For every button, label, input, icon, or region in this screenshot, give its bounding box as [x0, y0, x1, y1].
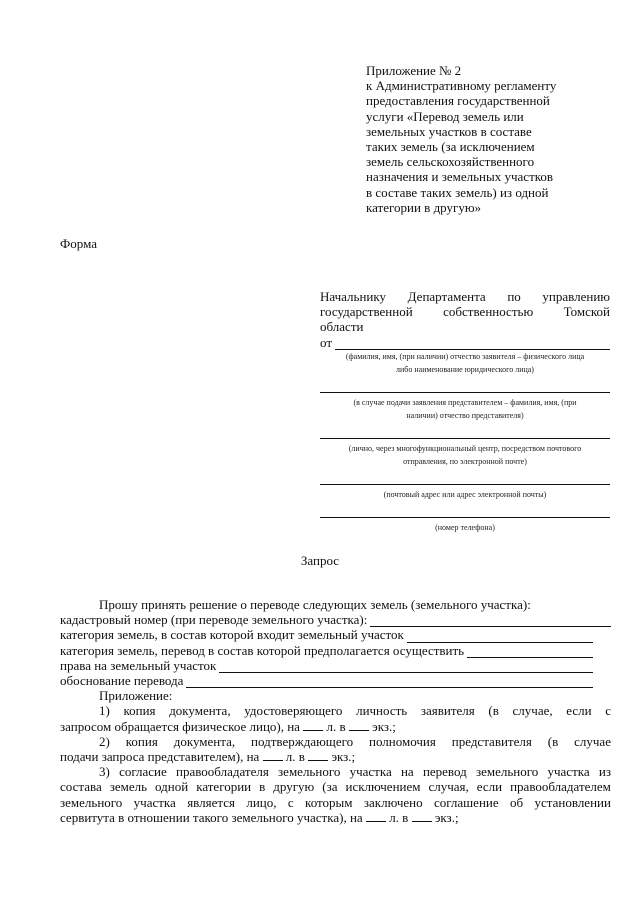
word: правообладателя [176, 764, 269, 780]
target-category-row [60, 643, 611, 658]
word: (в [488, 703, 499, 719]
item-3-line-1 [60, 764, 611, 779]
word: земельного [475, 764, 539, 780]
caption-applicant [320, 350, 610, 376]
word: участка [133, 794, 176, 810]
copies-blank[interactable] [349, 719, 369, 731]
caption-representative [320, 396, 610, 422]
word: если [566, 703, 592, 719]
word: копия [125, 733, 158, 749]
word: категории [196, 779, 252, 795]
annex-line: категории в другую» [366, 199, 482, 215]
word: случая, [428, 779, 469, 795]
item-3-text: сервитута в отношении такого земельного участка), на [60, 809, 363, 825]
addressee-block [320, 289, 610, 534]
phone-blank[interactable] [320, 501, 610, 518]
word: удостоверяющего [244, 703, 343, 719]
word: лицо, [246, 794, 277, 810]
word: если [476, 779, 503, 795]
word: заключено [363, 794, 423, 810]
word: подтверждающего [251, 733, 354, 749]
word: земельного [60, 794, 123, 810]
item-2-line-2 [60, 749, 611, 764]
word: с [287, 794, 294, 810]
word: земельного [278, 764, 341, 780]
word: Начальнику [320, 289, 387, 304]
caption-address [320, 488, 610, 501]
word: участка [547, 764, 590, 780]
item-1-line-2 [60, 719, 611, 734]
word: в [259, 779, 266, 795]
basis-row [60, 673, 611, 688]
annex-line: к Административному регламенту [366, 78, 557, 94]
rights-label: права на земельный участок [60, 657, 217, 673]
annex-header [366, 63, 606, 215]
cadastral-label: кадастровый номер (при переводе земельного участка): [60, 612, 368, 628]
copies-blank[interactable] [308, 749, 328, 761]
form-label: Форма [60, 236, 97, 251]
word: на [400, 764, 414, 780]
item-3-line-3 [60, 795, 611, 810]
word: документа, [169, 703, 231, 719]
pages-blank[interactable] [366, 810, 386, 822]
word: (в [547, 733, 559, 749]
word: по [507, 289, 521, 304]
item-2-text: подачи запроса представителем), на [60, 749, 260, 765]
word: представителя [451, 733, 532, 749]
word: из [598, 764, 611, 780]
caption-line: (номер телефона) [435, 522, 495, 532]
target-category-label: категория земель, перевод в состав которой предполагается осуществить [60, 642, 465, 658]
caption-line: (почтовый адрес или адрес электронной почты) [383, 489, 547, 499]
representative-blank[interactable] [320, 376, 610, 393]
word: правообладателем [510, 779, 611, 795]
caption-phone [320, 521, 610, 534]
rights-blank[interactable] [219, 661, 593, 673]
word: документа, [173, 733, 236, 749]
word: является [187, 794, 235, 810]
cadastral-blank[interactable] [370, 615, 611, 627]
pages-label: л. в [285, 749, 305, 765]
item-2-line-1 [60, 734, 611, 749]
annex-list-label: Приложение: [99, 688, 173, 704]
word: перевод [422, 764, 467, 780]
word: копия [123, 703, 156, 719]
word: об [510, 794, 524, 810]
target-category-blank[interactable] [467, 646, 593, 658]
word: установлении [534, 794, 611, 810]
addressee-line-1 [320, 289, 610, 304]
request-intro: Прошу принять решение о переводе следующих земель (земельного участка): [99, 597, 531, 612]
postal-address-blank[interactable] [320, 468, 610, 485]
pages-label: л. в [326, 718, 346, 734]
word: государственной [320, 304, 413, 320]
word: Департамента [407, 289, 486, 304]
caption-line: (фамилия, имя, (при наличии) отчество заявителя – физического лица [345, 351, 585, 361]
request-body [60, 597, 611, 825]
category-blank[interactable] [407, 631, 593, 643]
copies-label: экз.; [434, 809, 459, 825]
word: исключением [345, 779, 421, 795]
word: (за [322, 779, 338, 795]
caption-line: отправления, по электронной почте) [403, 456, 527, 466]
copies-blank[interactable] [412, 810, 432, 822]
pages-label: л. в [389, 809, 409, 825]
item-3-line-4 [60, 810, 611, 825]
annex-line: услуги «Перевод земель или [366, 108, 524, 124]
caption-line: (в случае подачи заявления представителем – фамилия, имя, (при [353, 397, 577, 407]
word: с [605, 703, 611, 719]
word: участка [349, 764, 392, 780]
word: собственностью [443, 304, 534, 320]
word: другую [273, 779, 315, 795]
item-1-line-1 [60, 703, 611, 718]
annex-line: таких земель (за исключением [366, 139, 535, 155]
word: которым [305, 794, 353, 810]
word: полномочия [369, 733, 436, 749]
caption-delivery [320, 442, 610, 468]
item-1-text: запросом обращается физическое лицо), на [60, 718, 300, 734]
rights-row [60, 658, 611, 673]
word: состава [60, 779, 102, 795]
item-3-line-2 [60, 779, 611, 794]
word: Томской [563, 304, 610, 320]
cadastral-row [60, 612, 611, 627]
word: случае [574, 733, 611, 749]
annex-line: предоставления государственной [366, 93, 550, 109]
word: одной [155, 779, 189, 795]
pages-blank[interactable] [263, 749, 283, 761]
word: земель [109, 779, 148, 795]
word: управлению [542, 289, 610, 304]
annex-line: в составе таких земель) из одной [366, 184, 549, 200]
basis-label: обоснование перевода [60, 673, 184, 689]
pages-blank[interactable] [303, 719, 323, 731]
annex-line: Приложение № 2 [366, 63, 462, 78]
applicant-name-blank[interactable] [335, 338, 610, 350]
addressee-line-3: области [320, 319, 364, 335]
annex-line: земель сельскохозяйственного [366, 154, 535, 170]
annex-line: земельных участков в составе [366, 123, 532, 139]
addressee-line-2 [320, 304, 610, 319]
word: случае, [512, 703, 553, 719]
word: личность [356, 703, 408, 719]
word: 1) [99, 703, 110, 719]
word: согласие [119, 764, 167, 780]
delivery-method-blank[interactable] [320, 422, 610, 439]
word: 2) [99, 733, 110, 749]
from-label: от [320, 334, 333, 350]
annex-line: назначения и земельных участков [366, 169, 554, 185]
from-row [320, 335, 610, 350]
category-row [60, 627, 611, 642]
word: заявителя [420, 703, 475, 719]
word: соглашение [433, 794, 499, 810]
page-title: Запрос [300, 553, 340, 568]
category-label: категория земель, в состав которой входит земельный участок [60, 627, 404, 643]
word: 3) [99, 764, 110, 780]
basis-blank[interactable] [186, 676, 593, 688]
copies-label: экз.; [331, 749, 356, 765]
caption-line: (лично, через многофункциональный центр, посредством почтового [348, 443, 582, 453]
caption-line: наличии) отчество представителя) [406, 410, 524, 420]
caption-line: либо наименование юридического лица) [396, 364, 534, 374]
copies-label: экз.; [372, 718, 396, 734]
